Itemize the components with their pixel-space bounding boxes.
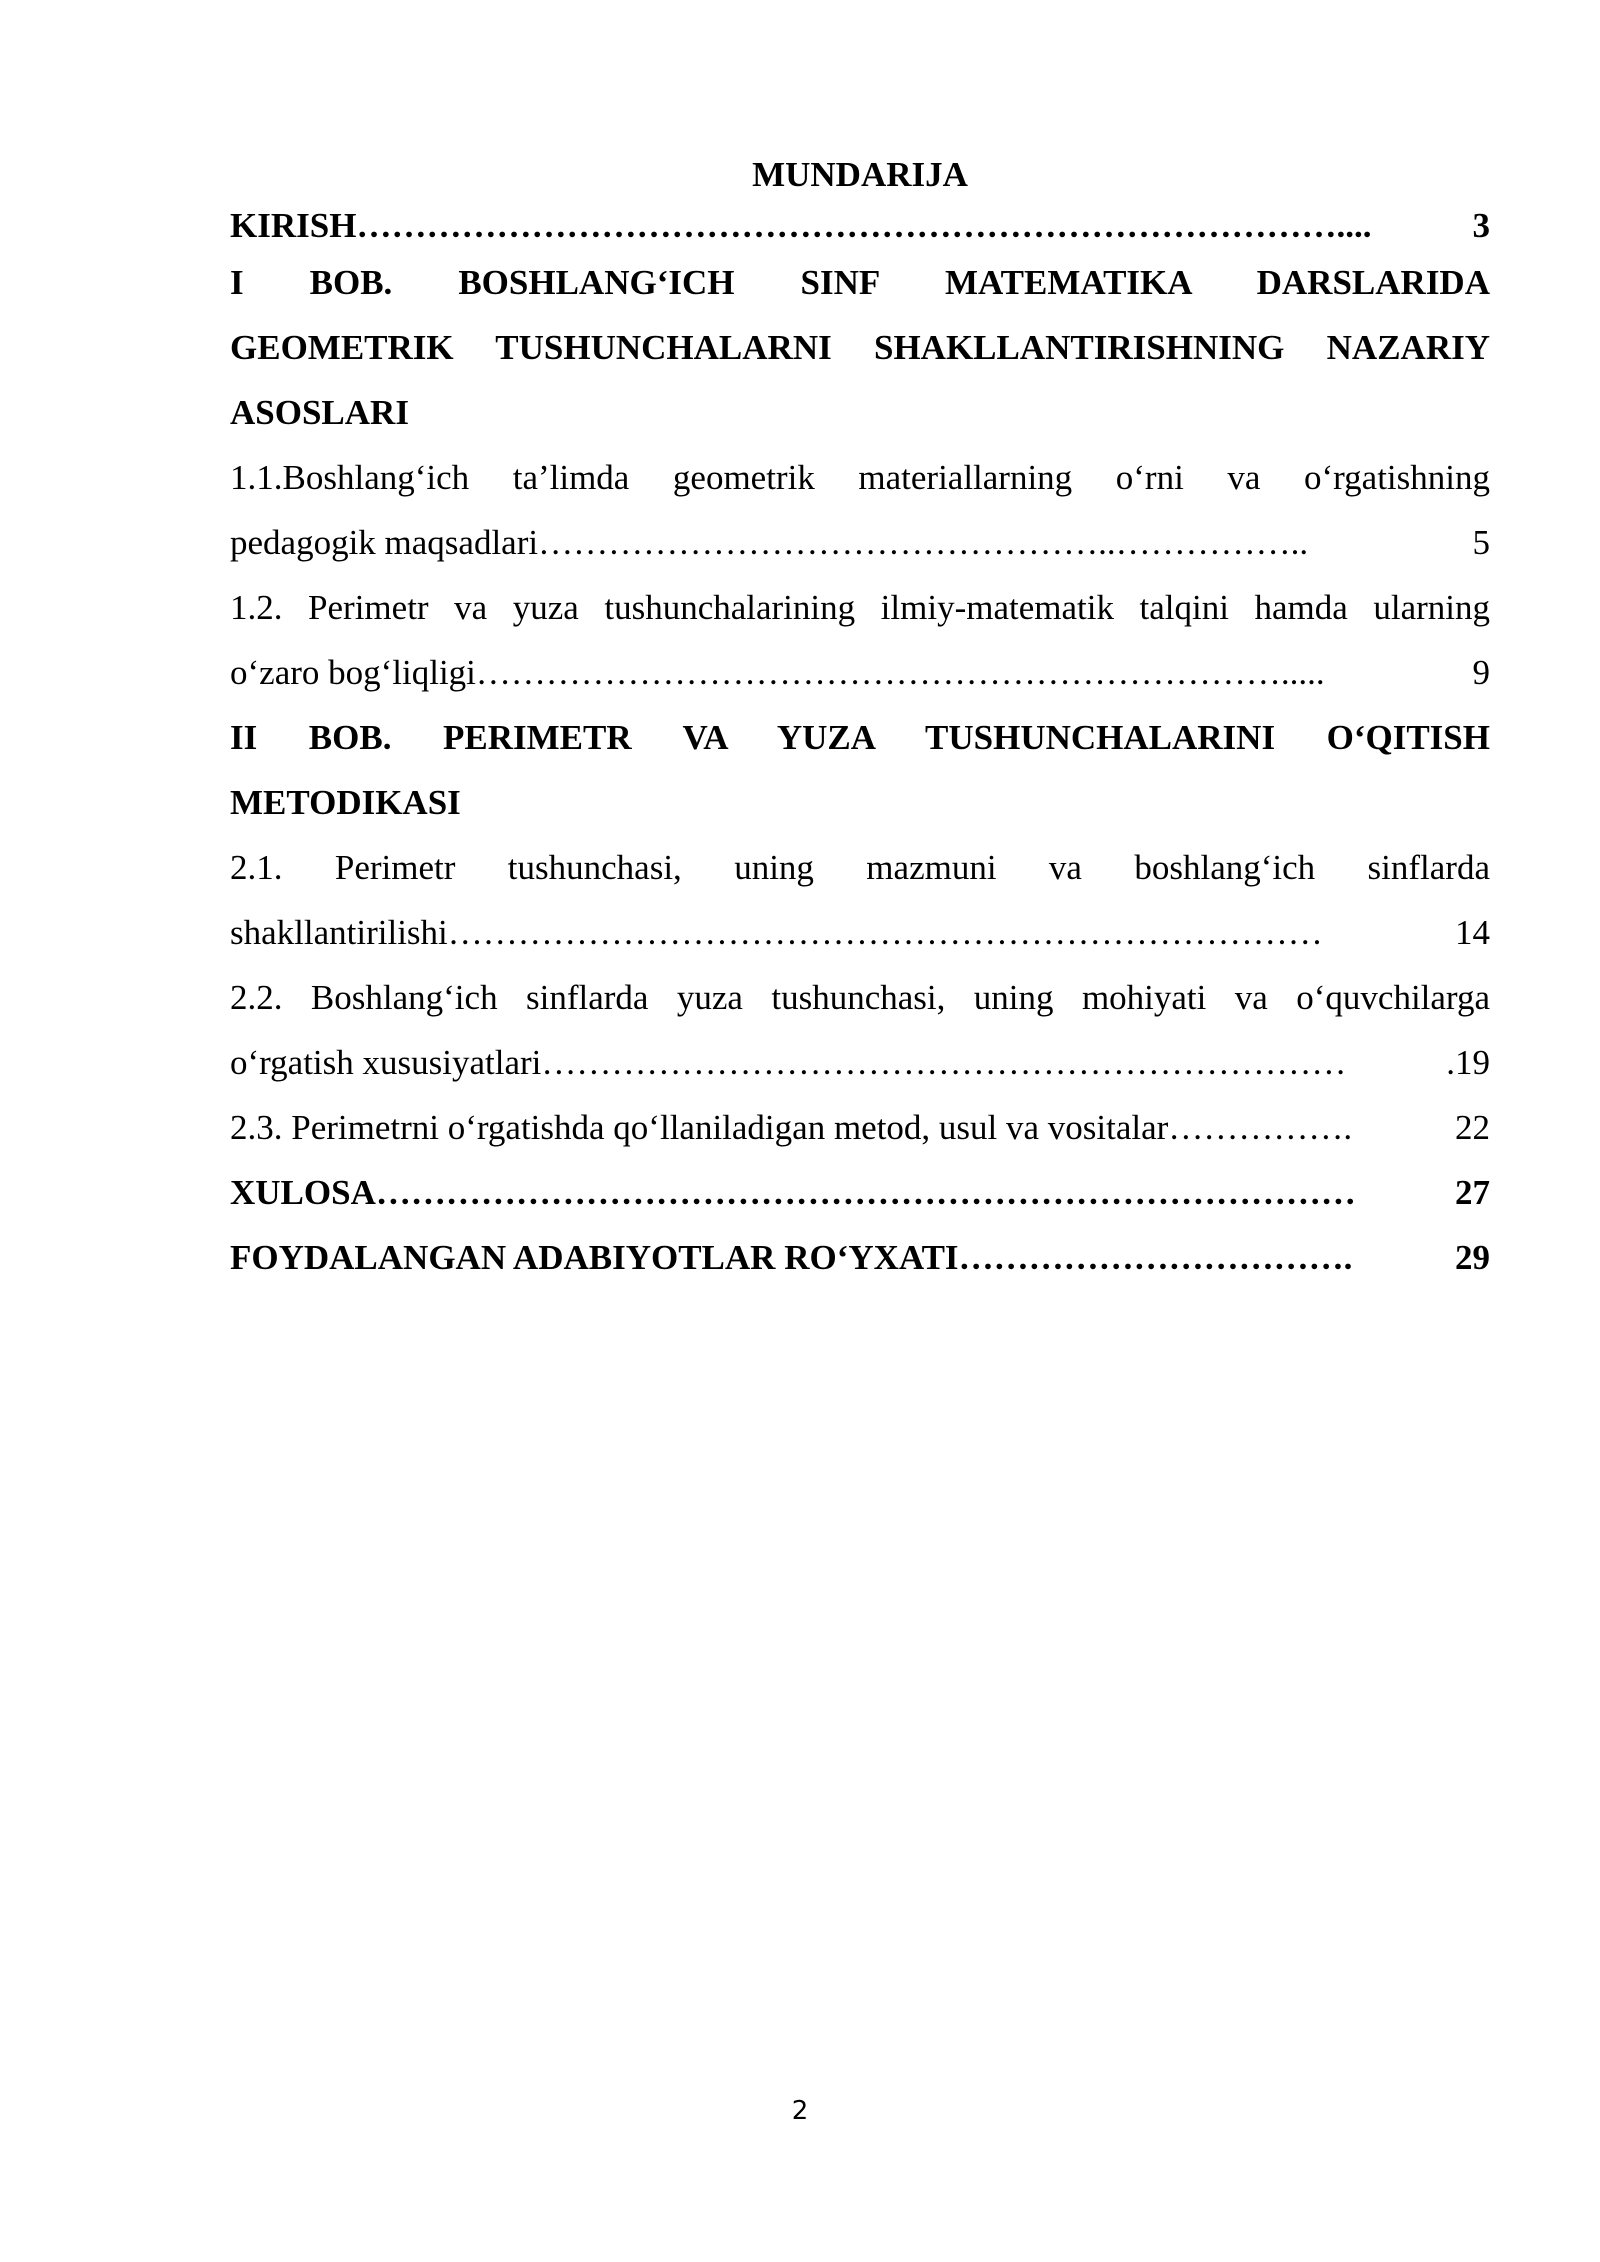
- toc-entry-text: KIRISH: [230, 206, 357, 245]
- toc-leader-dots: …………………………………………………………………………....: [356, 206, 1372, 245]
- toc-section-1-2-line-1[interactable]: 1.2. Perimetr va yuza tushunchalarining ilmiy-matematik talqini hamda ularning: [230, 588, 1490, 627]
- table-of-contents: [230, 148, 1490, 1290]
- toc-page-number: 14: [1455, 913, 1490, 952]
- toc-entry-text: o‘zaro bog‘liqligi: [230, 653, 476, 692]
- toc-leader-dots: …………………………………………………………….....: [475, 653, 1325, 692]
- toc-entry-references[interactable]: [230, 1225, 1490, 1290]
- toc-section-1-1-line-2[interactable]: [230, 510, 1490, 575]
- page-number: 2: [791, 2096, 809, 2126]
- toc-page-number: .19: [1446, 1043, 1490, 1082]
- toc-section-2-3[interactable]: [230, 1095, 1490, 1160]
- toc-page-number: 9: [1472, 653, 1490, 692]
- toc-entry-text: FOYDALANGAN ADABIYOTLAR RO‘YXATI: [230, 1238, 959, 1277]
- toc-chapter-2-line-1[interactable]: II BOB. PERIMETR VA YUZA TUSHUNCHALARINI O‘QITISH: [230, 718, 1490, 757]
- toc-section-1-2-line-2[interactable]: [230, 640, 1490, 705]
- toc-section-2-1-line-1[interactable]: 2.1. Perimetr tushunchasi, uning mazmuni va boshlang‘ich sinflarda: [230, 848, 1490, 887]
- toc-leader-dots: …………………………………………………………………: [447, 913, 1323, 952]
- toc-title: MUNDARIJA: [752, 155, 968, 194]
- toc-page-number: 22: [1455, 1108, 1490, 1147]
- toc-section-1-1-line-1[interactable]: 1.1.Boshlang‘ich ta’limda geometrik materiallarning o‘rni va o‘rgatishning: [230, 458, 1490, 497]
- toc-leader-dots: …………………………………………..……………..: [538, 523, 1309, 562]
- toc-section-2-2-line-1[interactable]: 2.2. Boshlang‘ich sinflarda yuza tushunchasi, uning mohiyati va o‘quvchilarga: [230, 978, 1490, 1017]
- toc-chapter-1-line-3[interactable]: ASOSLARI: [230, 393, 409, 432]
- toc-chapter-2-line-2[interactable]: METODIKASI: [230, 783, 461, 822]
- toc-entry-text: 2.3. Perimetrni o‘rgatishda qo‘llaniladigan metod, usul va vositalar: [230, 1108, 1169, 1147]
- toc-entry-xulosa[interactable]: [230, 1160, 1490, 1225]
- toc-leader-dots: …………………………………………………………………………: [375, 1173, 1356, 1212]
- toc-chapter-1-line-1[interactable]: I BOB. BOSHLANG‘ICH SINF MATEMATIKA DARSLARIDA: [230, 263, 1490, 302]
- toc-leader-dots: …………………………….: [958, 1238, 1353, 1277]
- toc-page-number: 27: [1455, 1173, 1490, 1212]
- toc-page-number: 5: [1472, 523, 1490, 562]
- toc-leader-dots: …………….: [1168, 1108, 1353, 1147]
- toc-entry-text: o‘rgatish xususiyatlari: [230, 1043, 542, 1082]
- toc-section-2-1-line-2[interactable]: [230, 900, 1490, 965]
- toc-entry-kirish[interactable]: [230, 202, 1490, 250]
- toc-page-number: 29: [1455, 1238, 1490, 1277]
- toc-leader-dots: ……………………………………………………………: [541, 1043, 1347, 1082]
- toc-entry-text: shakllantirilishi: [230, 913, 448, 952]
- toc-entry-text: pedagogik maqsadlari: [230, 523, 539, 562]
- toc-page-number: 3: [1472, 206, 1490, 245]
- toc-entry-text: XULOSA: [230, 1173, 376, 1212]
- toc-section-2-2-line-2[interactable]: [230, 1030, 1490, 1095]
- toc-chapter-1-line-2[interactable]: GEOMETRIK TUSHUNCHALARNI SHAKLLANTIRISHNING NAZARIY: [230, 328, 1490, 367]
